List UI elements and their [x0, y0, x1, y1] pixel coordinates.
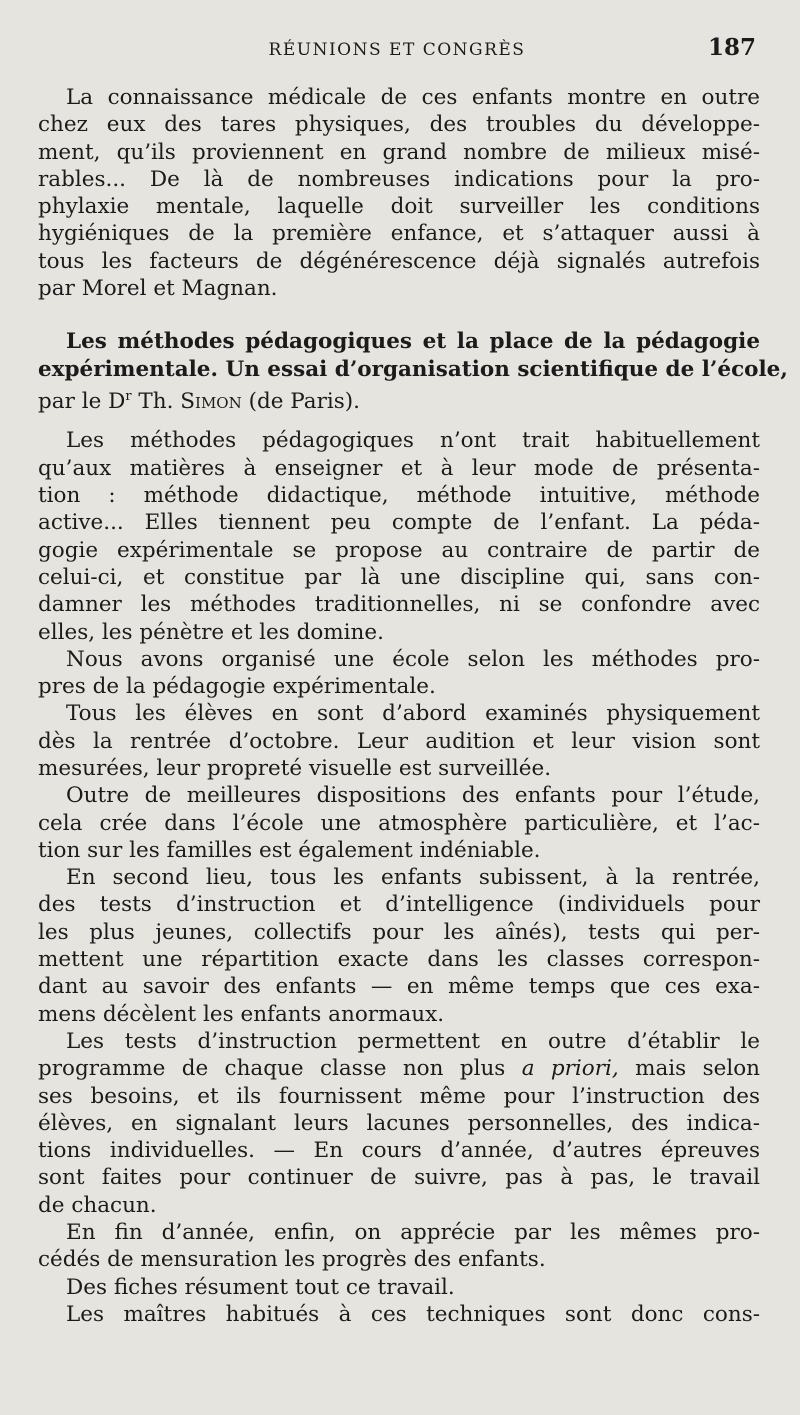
- text-line: Les maîtres habitués à ces techniques sont donc cons-: [66, 1301, 760, 1327]
- paragraph-5: [38, 782, 760, 864]
- text-line: Nous avons organisé une école selon les méthodes pro-: [66, 646, 760, 672]
- text-line: qu’aux matières à enseigner et à leur mode de présenta-: [38, 455, 760, 481]
- text-line: Tous les élèves en sont d’abord examinés physiquement: [66, 701, 760, 727]
- text-line: tous les facteurs de dégénérescence déjà signalés autrefois: [38, 248, 760, 274]
- running-title: RÉUNIONS ET CONGRÈS: [268, 40, 526, 60]
- paragraph-10: [38, 1301, 760, 1328]
- text-line: chez eux des tares physiques, des troubles du développe-: [38, 112, 760, 138]
- text-line: En fin d’année, enfin, on apprécie par les mêmes pro-: [66, 1220, 760, 1246]
- text-line: mesurées, leur propreté visuelle est surveillée.: [38, 755, 552, 781]
- heading-line: Les méthodes pédagogiques et la place de la pédagogie: [66, 329, 760, 355]
- text-line: ment, qu’ils proviennent en grand nombre de milieux misé-: [38, 139, 760, 165]
- text-line: des tests d’instruction et d’intelligence (individuels pour: [38, 892, 760, 918]
- text-line: ses besoins, et ils fournissent même pour l’instruction des: [38, 1083, 760, 1109]
- heading-line-author: par le $D^r$ Th. Simon (de Paris).: [38, 388, 361, 415]
- text-line: hygiéniques de la première enfance, et s’attaquer aussi à: [38, 221, 760, 247]
- text-line: phylaxie mentale, laquelle doit surveiller les conditions: [38, 194, 760, 220]
- text-line: mens décèlent les enfants anormaux.: [38, 1001, 445, 1027]
- section-heading: [38, 328, 788, 415]
- heading-line: expérimentale. Un essai d’organisation scientifique de l’école,: [38, 356, 788, 382]
- text-line: elles, les pénètre et les domine.: [38, 619, 384, 645]
- paragraph-6: [38, 864, 760, 1028]
- text-line: dant au savoir des enfants — en même temps que ces exa-: [38, 974, 760, 1000]
- author-name: Simon: [180, 389, 242, 415]
- text-line: cela crée dans l’école une atmosphère particulière, et l’ac-: [38, 810, 760, 836]
- text-line: damner les méthodes traditionnelles, ni se confondre avec: [38, 592, 760, 618]
- text-line: rables... De là de nombreuses indications pour la pro-: [38, 166, 760, 192]
- italic-term: a priori,: [521, 1056, 619, 1082]
- text-line: Des fiches résument tout ce travail.: [66, 1274, 455, 1300]
- text-line: dès la rentrée d’octobre. Leur audition et leur vision sont: [38, 728, 760, 754]
- text-line: Les méthodes pédagogiques n’ont trait habituellement: [66, 428, 760, 454]
- running-header: [38, 34, 756, 66]
- text-line: les plus jeunes, collectifs pour les aînés), tests qui per-: [38, 919, 760, 945]
- paragraph-3: [38, 646, 760, 701]
- text-line: tion sur les familles est également indéniable.: [38, 837, 541, 863]
- text-line: tions individuelles. — En cours d’année, d’autres épreuves: [38, 1138, 760, 1164]
- text-line: celui-ci, et constitue par là une discipline qui, sans con-: [38, 564, 760, 590]
- text-line: élèves, en signalant leurs lacunes personnelles, des indica-: [38, 1110, 760, 1136]
- text-line: de chacun.: [38, 1192, 157, 1218]
- text-line: programme de chaque classe non plus a priori, mais selon: [38, 1056, 760, 1082]
- text-line: active... Elles tiennent peu compte de l’enfant. La péda-: [38, 510, 760, 536]
- paragraph-8: [38, 1219, 760, 1274]
- text-line: mettent une répartition exacte dans les classes correspon-: [38, 947, 760, 973]
- text-line: gogie expérimentale se propose au contraire de partir de: [38, 537, 760, 563]
- text-line: par Morel et Magnan.: [38, 276, 278, 302]
- text-line: En second lieu, tous les enfants subissent, à la rentrée,: [66, 865, 760, 891]
- page-number: 187: [707, 34, 756, 61]
- paragraph-4: [38, 700, 760, 782]
- text-line: cédés de mensuration les progrès des enfants.: [38, 1247, 546, 1273]
- text-line: Outre de meilleures dispositions des enfants pour l’étude,: [66, 783, 760, 809]
- paragraph-1: [38, 84, 760, 302]
- text-line: tion : méthode didactique, méthode intuitive, méthode: [38, 483, 760, 509]
- text-line: sont faites pour continuer de suivre, pas à pas, le travail: [38, 1165, 760, 1191]
- paragraph-9: [38, 1274, 760, 1301]
- page-body: [38, 84, 788, 1328]
- text-line: pres de la pédagogie expérimentale.: [38, 674, 436, 700]
- text-line: Les tests d’instruction permettent en outre d’établir le: [66, 1028, 760, 1054]
- paragraph-7: [38, 1028, 760, 1219]
- text-line: La connaissance médicale de ces enfants montre en outre: [66, 85, 760, 110]
- paragraph-2: [38, 427, 760, 645]
